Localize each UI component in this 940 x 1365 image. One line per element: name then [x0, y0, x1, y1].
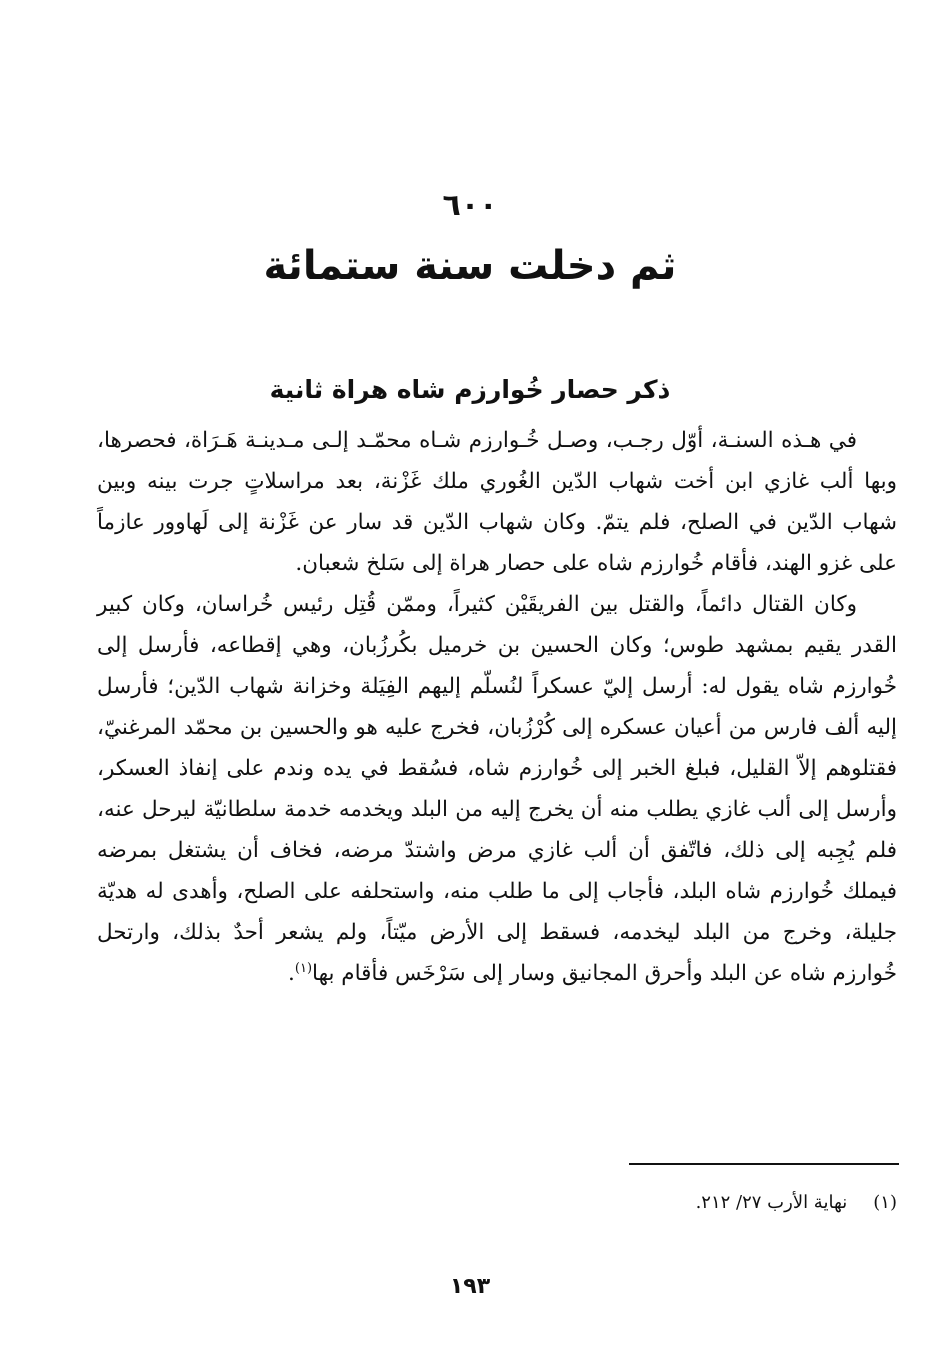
paragraph-2-text: وكان القتال دائماً، والقتل بين الفريقَيْن كثيراً، وممّن قُتِل رئيس خُراسان، وكان كبير القدر يقيم بمشهد طوس؛ وكان الحسين بن خرميل بكُرزُبان، وهي إقطاعه، فأرسل إلى خُوارزم شاه يقول له: أرسل إليّ عسكراً لنُسلّم إليهم الفِيَلة وخزانة شهاب الدّين؛ فأرسل إليه ألف فارس من أعيان عسكره إلى كُرْزُبان، فخرج عليه هو والحسين بن محمّد المرغنيّ، فقتلوهم إلاّ القليل، فبلغ الخبر إلى خُوارزم شاه، فسُقط في يده وندم على إنفاذ العسكر، وأرسل إلى ألب غازي يطلب منه أن يخرج إليه من البلد ويخدمه خدمة سلطانيّة ليرحل عنه، فلم يُجِبه إلى ذلك، فاتّفق أن ألب غازي مرض واشتدّ مرضه، فخاف أن يشتغل بمرضه فيملك خُوارزم شاه البلد، فأجاب إلى ما طلب منه، واستحلفه على الصلح، وأهدى له هديّة جليلة، وخرج من البلد ليخدمه، فسقط إلى الأرض ميّتاً، ولم يشعر أحدٌ بذلك، وارتحل خُوارزم شاه عن البلد وأحرق المجانيق وسار إلى سَرْخَس فأقام بها — [97, 592, 897, 986]
paragraph-2 — [97, 584, 897, 994]
footnote-reference: (١) — [294, 960, 313, 976]
paragraph-2-end: . — [288, 961, 295, 986]
year-heading: ٦٠٠ — [442, 188, 498, 223]
footnote-divider — [629, 1163, 899, 1165]
paragraph-1: في هـذه السنـة، أوّل رجـب، وصـل خُـوارزم شـاه محمّـد إلـى مـدينـة هَـرَاة، فحصرها، وبها ألب غازي ابن أخت شهاب الدّين الغُوري ملك غَزْنة، بعد مراسلاتٍ جرت بينه وبين شهاب الدّين في الصلح، فلم يتمّ. وكان شهاب الدّين قد سار عن غَزْنة إلى لَهاوور عازماً على غزو الهند، فأقام خُوارزم شاه على حصار هراة إلى سَلخ شعبان. — [97, 428, 897, 576]
page-number: ١٩٣ — [449, 1274, 491, 1299]
year-title: ثم دخلت سنة ستمائة — [263, 243, 677, 289]
footnote-text: نهاية الأرب ٢٧/ ٢١٢. — [695, 1192, 848, 1213]
section-title: ذكر حصار خُوارزم شاه هراة ثانية — [269, 375, 671, 404]
body-text — [97, 420, 897, 994]
footnote — [97, 1188, 897, 1218]
footnote-number: (١) — [873, 1192, 897, 1213]
